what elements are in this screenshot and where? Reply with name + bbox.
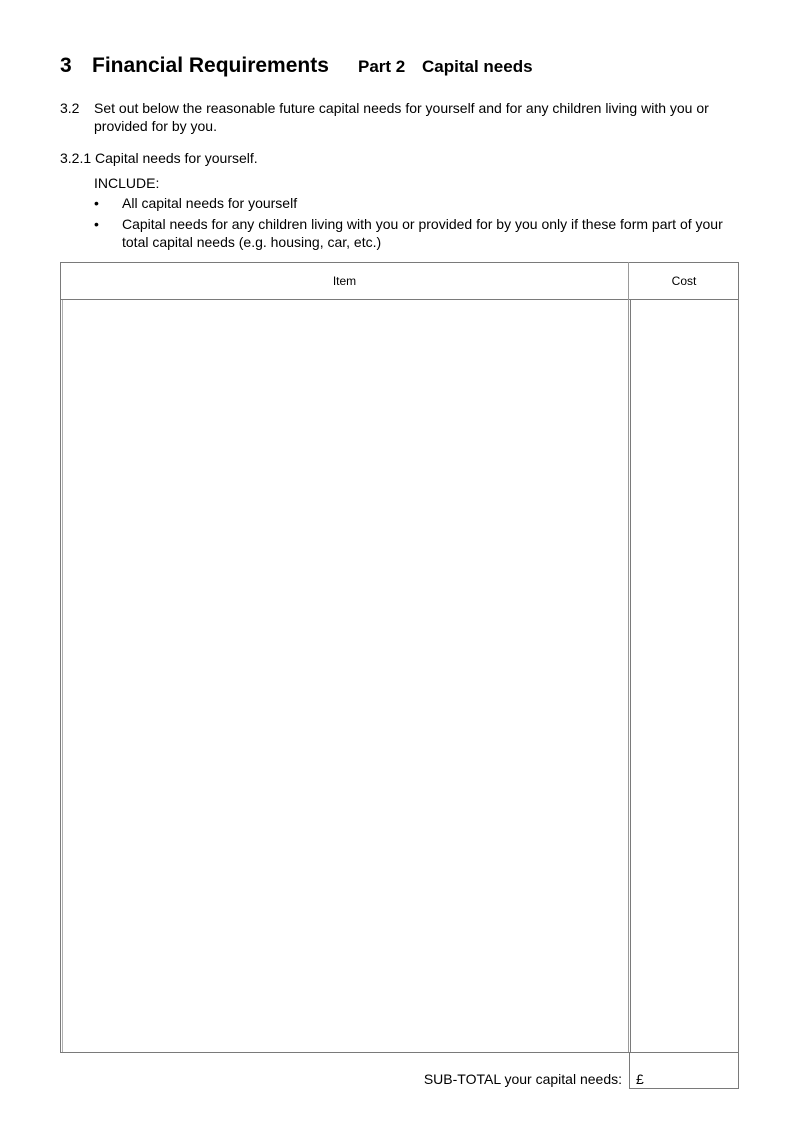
column-header-item: Item bbox=[332, 273, 357, 288]
paragraph-3-2-1-heading: 3.2.1 Capital needs for yourself. bbox=[60, 150, 258, 166]
bullet-glyph: • bbox=[94, 216, 99, 232]
column-divider bbox=[628, 262, 629, 1053]
bullet-glyph: • bbox=[94, 195, 99, 211]
paragraph-3-2-text: Set out below the reasonable future capital needs for yourself and for any children living with you or provided for by you. bbox=[94, 100, 709, 134]
include-label: INCLUDE: bbox=[94, 175, 160, 191]
subtotal-label: SUB-TOTAL your capital needs: bbox=[423, 1071, 622, 1087]
section-number: 3 bbox=[60, 54, 72, 77]
paragraph-number-3-2: 3.2 bbox=[60, 100, 80, 116]
bullet-item: Capital needs for any children living with you or provided for by you only if these form part of your total capital needs (e.g. housing, car, etc.) bbox=[122, 216, 723, 250]
part-label: Part 2 bbox=[358, 57, 406, 76]
cost-entry-field[interactable] bbox=[632, 302, 737, 1050]
item-entry-field[interactable] bbox=[64, 302, 626, 1050]
currency-symbol: £ bbox=[636, 1071, 644, 1087]
section-title: Financial Requirements bbox=[92, 54, 329, 77]
subtotal-value[interactable] bbox=[652, 1070, 736, 1088]
table-left-inner-rule bbox=[62, 300, 63, 1053]
part-title: Capital needs bbox=[422, 57, 533, 76]
table-header-divider bbox=[60, 299, 739, 300]
bullet-item: All capital needs for yourself bbox=[122, 195, 298, 211]
column-divider bbox=[630, 300, 631, 1053]
column-header-cost: Cost bbox=[671, 273, 697, 288]
